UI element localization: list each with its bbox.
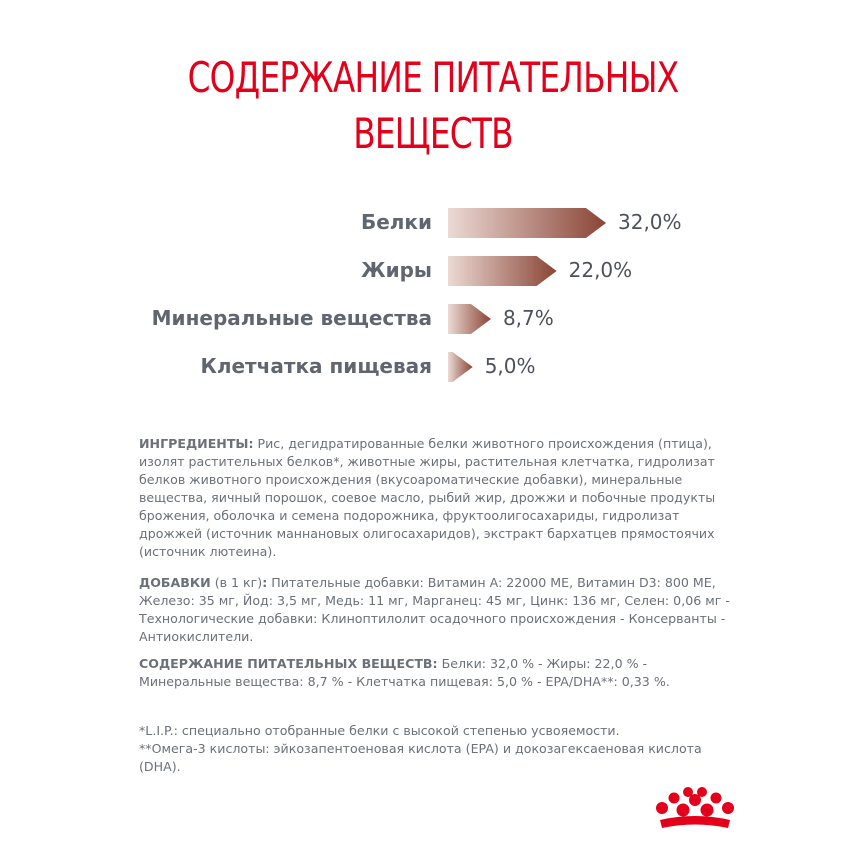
additives-heading: ДОБАВКИ <box>139 575 211 590</box>
nutrient-bar-0 <box>448 208 606 238</box>
nutrient-value-0: 32,0% <box>618 210 682 234</box>
nutrient-bar-1 <box>448 256 557 286</box>
nutrient-value-1: 22,0% <box>568 258 633 282</box>
royal-canin-crown-icon <box>650 784 740 834</box>
footnotes-section <box>139 722 739 776</box>
additives-unit-note: (в 1 кг) <box>210 575 263 590</box>
title-line-2: ВЕЩЕСТВ <box>353 109 513 158</box>
additives-text: Питательные добавки: Витамин A: 22000 МЕ, Витамин D3: 800 МЕ, Железо: 35 мг, Йод: 3,5 мг, Медь: 11 мг, Марганец: 45 мг, Цинк: 136 мг, Селен: 0,06 мг - Технологические добавки: Клиноптилолит осадочного происхождения - Консерванты - Антиокислители. <box>139 575 730 644</box>
additives-colon: : <box>262 575 268 590</box>
nutrient-bar-3 <box>448 352 473 382</box>
nutrient-label-3: Клетчатка пищевая <box>200 354 432 378</box>
ingredients-text: Рис, дегидратированные белки животного происхождения (птица), изолят растительных белков*, животные жиры, растительная клетчатка, гидролизат белков животного происхождения (вкусоароматические добавки), минеральные вещества, яичный порошок, соевое масло, рыбий жир, дрожжи и побочные продукты брожения, оболочка и семена подорожника, фруктоолигосахариды, гидролизат дрожжей (источник маннановых олигосахаридов), экстракт бархатцев прямостоячих (источник лютеина). <box>139 436 716 559</box>
nutrients-section <box>139 655 739 691</box>
nutrients-text: Белки: 32,0 % - Жиры: 22,0 % - Минеральные вещества: 8,7 % - Клетчатка пищевая: 5,0 % - EPA/DHA**: 0,33 %. <box>139 656 670 689</box>
nutrient-value-3: 5,0% <box>484 354 536 378</box>
footnote-omega3: **Омега-3 кислоты: эйкозапентоеновая кислота (EPA) и докозагексаеновая кислота (DHA). <box>139 741 702 774</box>
nutrient-value-2: 8,7% <box>502 306 554 330</box>
footnote-lip: *L.I.P.: специально отобранные белки с высокой степенью усвояемости. <box>139 723 620 738</box>
nutrient-chart-bars <box>0 0 866 420</box>
nutrient-label-1: Жиры <box>361 258 432 282</box>
ingredients-section <box>139 435 739 561</box>
nutrient-bar-2 <box>448 304 491 334</box>
additives-section <box>139 574 739 646</box>
nutrient-label-0: Белки <box>360 210 432 234</box>
nutrient-label-2: Минеральные вещества <box>151 306 432 330</box>
nutrients-heading: СОДЕРЖАНИЕ ПИТАТЕЛЬНЫХ ВЕЩЕСТВ: <box>139 656 438 671</box>
nutrient-chart <box>0 0 866 420</box>
ingredients-heading: ИНГРЕДИЕНТЫ: <box>139 436 254 451</box>
title-line-1: СОДЕРЖАНИЕ ПИТАТЕЛЬНЫХ <box>187 53 679 102</box>
